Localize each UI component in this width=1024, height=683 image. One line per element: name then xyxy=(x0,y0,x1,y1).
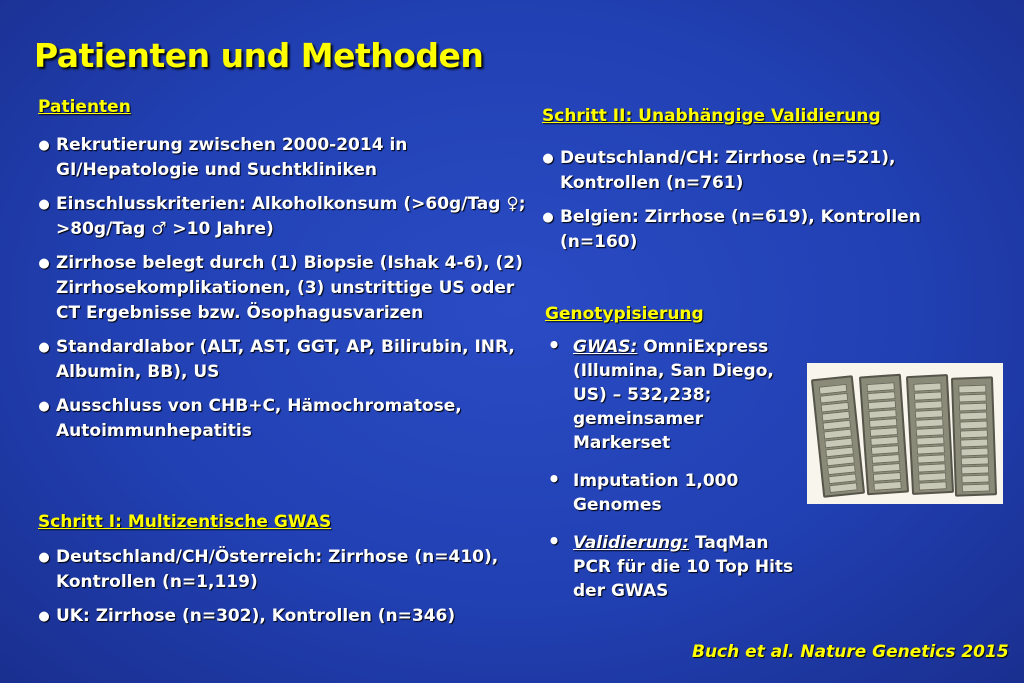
bullet-icon: ● xyxy=(38,609,50,624)
chip-cell xyxy=(960,448,988,457)
list-item: ● Deutschland/CH: Zirrhose (n=521), Kontrollen (n=761) xyxy=(540,146,1000,196)
bullet-icon: • xyxy=(547,529,561,553)
beadchip xyxy=(906,374,954,495)
schritt2-list xyxy=(540,146,1000,264)
list-item: • Imputation 1,000 Genomes xyxy=(547,467,739,515)
list-item: ● Ausschluss von CHB+C, Hämochromatose, Autoimmunhepatitis xyxy=(36,394,526,444)
bullet-icon: • xyxy=(547,333,561,357)
chip-cell xyxy=(918,472,946,481)
patienten-list xyxy=(36,133,526,453)
bullet-icon: ● xyxy=(542,151,554,166)
list-item: • Validierung: TaqMan PCR für die 10 Top Hits der GWAS xyxy=(547,529,794,601)
beadchip xyxy=(859,374,909,496)
chip-cell xyxy=(915,418,943,427)
chip-cell xyxy=(959,421,987,430)
schritt1-heading: Schritt I: Multizentische GWAS xyxy=(38,512,332,532)
genotypisierung-heading: Genotypisierung xyxy=(545,304,704,324)
chip-cell xyxy=(960,439,988,448)
chip-cell xyxy=(958,385,986,394)
chip-cell xyxy=(959,394,987,403)
chip-cell xyxy=(961,465,989,474)
chip-cell xyxy=(916,436,944,445)
list-item: ● Rekrutierung zwischen 2000-2014 in GI/Hepatologie und Suchtkliniken xyxy=(36,133,526,183)
beadchip xyxy=(951,376,997,496)
schritt1-list xyxy=(36,545,526,638)
chip-cell xyxy=(915,409,943,418)
bullet-icon: ● xyxy=(38,550,50,565)
list-item: • GWAS: OmniExpress (Illumina, San Diego, US) – 532,238; gemeinsamer Markerset xyxy=(547,333,774,453)
bullet-icon: • xyxy=(547,467,561,491)
list-item: ● Zirrhose belegt durch (1) Biopsie (Ishak 4-6), (2) Zirrhosekomplikationen, (3) unstrittige US oder CT Ergebnisse bzw. Ösophagusvarizen xyxy=(36,251,526,326)
page-title: Patienten und Methoden xyxy=(34,36,484,75)
list-item: ● UK: Zirrhose (n=302), Kontrollen (n=346) xyxy=(36,604,526,629)
chip-cell xyxy=(960,430,988,439)
list-item: ● Einschlusskriterien: Alkoholkonsum (>60g/Tag ♀; >80g/Tag ♂ >10 Jahre) xyxy=(36,192,526,242)
citation: Buch et al. Nature Genetics 2015 xyxy=(692,642,1009,662)
chip-cell xyxy=(962,483,990,492)
chip-cell xyxy=(961,474,989,483)
chip-cell xyxy=(919,481,947,490)
chip-cell xyxy=(913,382,941,391)
beadchip-image xyxy=(807,363,1003,504)
bullet-icon: ● xyxy=(38,399,50,414)
chip-cell xyxy=(959,403,987,412)
list-item: ● Deutschland/CH/Österreich: Zirrhose (n=410), Kontrollen (n=1,119) xyxy=(36,545,526,595)
bullet-icon: ● xyxy=(38,197,50,212)
genotypisierung-list xyxy=(544,335,794,617)
chip-cell xyxy=(873,481,901,491)
chip-cell xyxy=(917,454,945,463)
bullet-icon: ● xyxy=(38,340,50,355)
chip-cell xyxy=(916,427,944,436)
patienten-heading: Patienten xyxy=(38,97,131,117)
chip-cell xyxy=(918,463,946,472)
chip-cell xyxy=(829,482,858,493)
schritt2-heading: Schritt II: Unabhängige Validierung xyxy=(542,106,881,126)
bullet-icon: ● xyxy=(38,256,50,271)
beadchip xyxy=(811,375,865,498)
chip-cell xyxy=(917,445,945,454)
bullet-icon: ● xyxy=(38,138,50,153)
bullet-icon: ● xyxy=(542,210,554,225)
list-item: ● Belgien: Zirrhose (n=619), Kontrollen (n=160) xyxy=(540,205,1000,255)
chip-cell xyxy=(959,412,987,421)
chip-cell xyxy=(914,400,942,409)
chip-cell xyxy=(961,456,989,465)
list-item: ● Standardlabor (ALT, AST, GGT, AP, Bilirubin, INR, Albumin, BB), US xyxy=(36,335,526,385)
chip-cell xyxy=(914,391,942,400)
